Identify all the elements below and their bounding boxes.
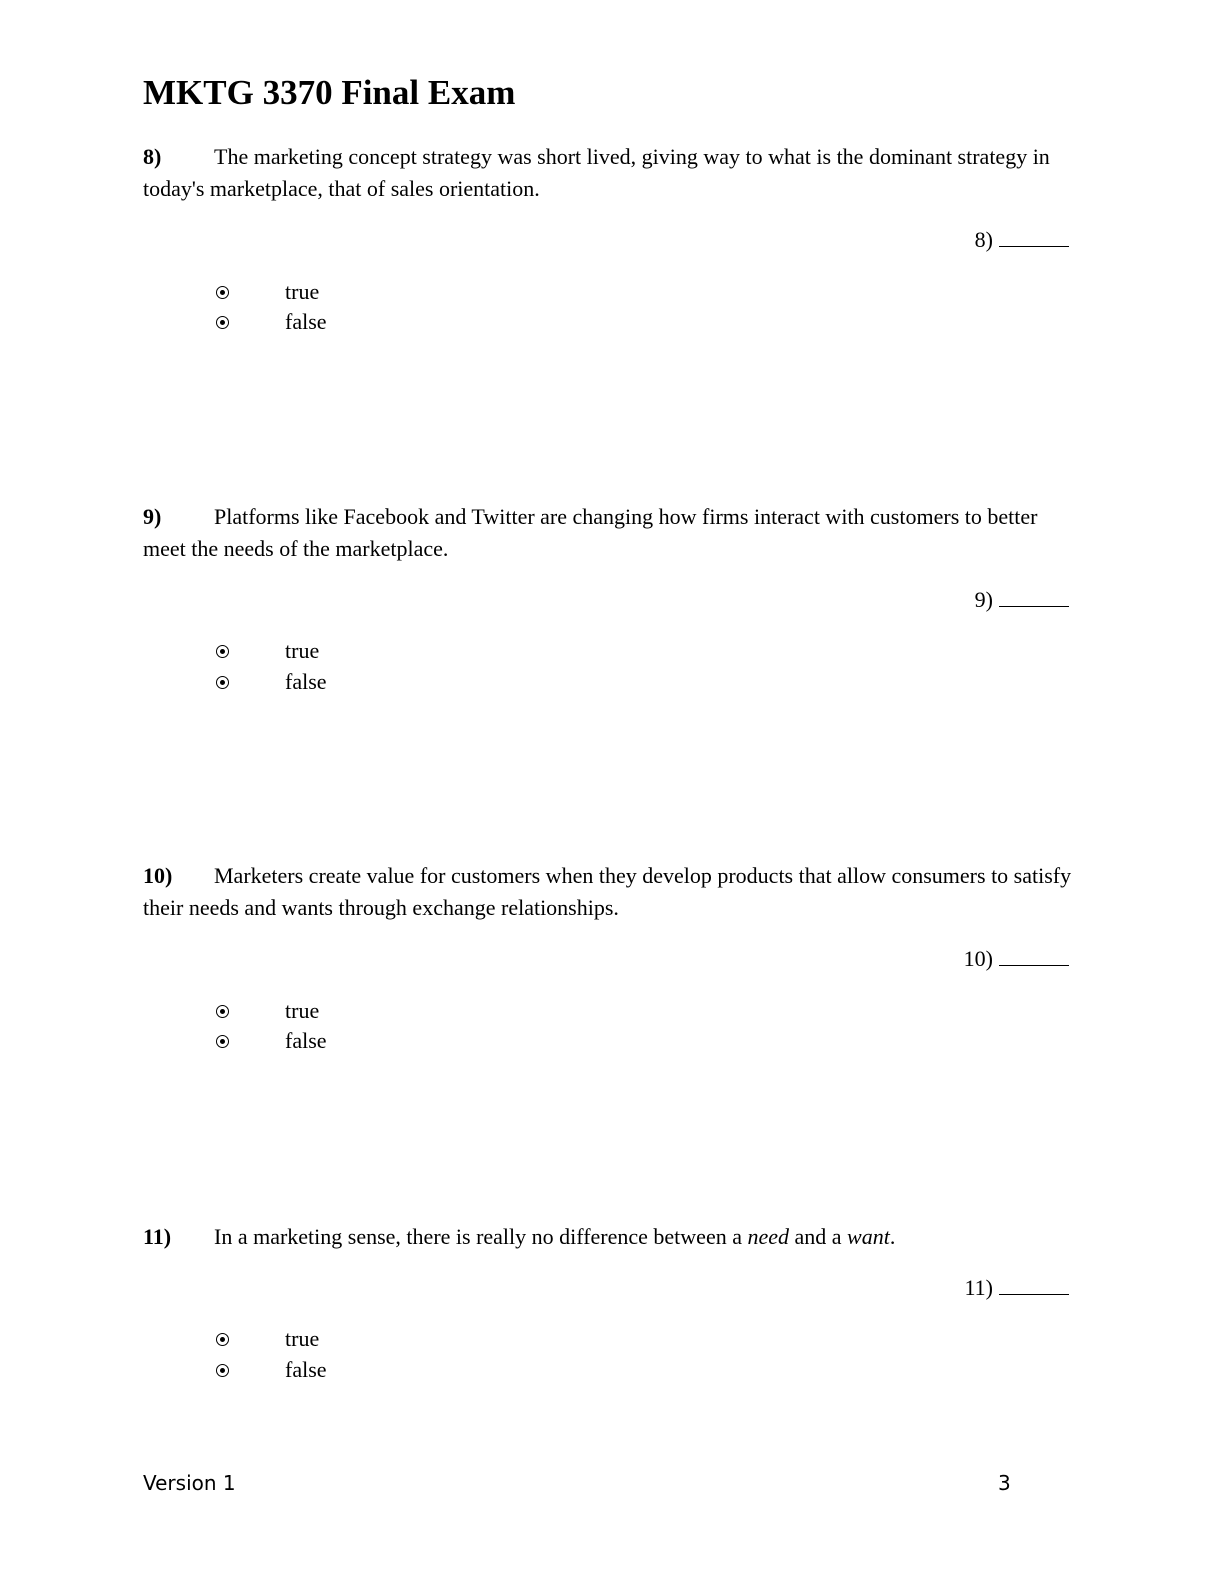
answer-underline[interactable] [999, 226, 1069, 247]
emphasis-need: need [747, 1224, 789, 1249]
question-number: 11) [143, 1224, 172, 1249]
radio-button-icon[interactable] [216, 676, 229, 689]
page-title: MKTG 3370 Final Exam [143, 73, 516, 112]
answer-label: 10) [963, 946, 993, 971]
question-number: 8) [143, 144, 162, 169]
option-label: true [285, 1326, 320, 1351]
option-false[interactable] [216, 1355, 327, 1385]
emphasis-want: want [847, 1224, 890, 1249]
question-10 [143, 860, 1073, 924]
answer-label: 9) [974, 587, 993, 612]
option-label: false [285, 309, 327, 334]
radio-button-icon[interactable] [216, 1333, 229, 1346]
answer-label: 8) [974, 227, 993, 252]
radio-button-icon[interactable] [216, 286, 229, 299]
answer-blank[interactable] [975, 225, 1069, 255]
question-9 [143, 501, 1073, 565]
option-label: false [285, 1357, 327, 1382]
question-11 [143, 1221, 1073, 1253]
radio-button-icon[interactable] [216, 316, 229, 329]
radio-button-icon[interactable] [216, 645, 229, 658]
answer-blank[interactable] [975, 585, 1069, 615]
option-false[interactable] [216, 667, 327, 697]
question-text: In a marketing sense, there is really no difference between a need and a want. [214, 1224, 896, 1249]
question-text: Marketers create value for customers when they develop products that allow consumers to satisfy their needs and wants through exchange relationships. [143, 863, 1072, 920]
option-true[interactable] [216, 636, 319, 666]
question-text: Platforms like Facebook and Twitter are changing how firms interact with customers to better meet the needs of the marketplace. [143, 504, 1038, 561]
option-false[interactable] [216, 1026, 327, 1056]
answer-blank[interactable] [964, 944, 1069, 974]
option-label: false [285, 669, 327, 694]
answer-label: 11) [964, 1275, 993, 1300]
answer-underline[interactable] [999, 586, 1069, 607]
option-true[interactable] [216, 996, 319, 1026]
option-true[interactable] [216, 277, 319, 307]
option-true[interactable] [216, 1324, 319, 1354]
option-false[interactable] [216, 307, 327, 337]
footer-page-number: 3 [998, 1471, 1011, 1495]
radio-button-icon[interactable] [216, 1035, 229, 1048]
question-number: 10) [143, 863, 173, 888]
option-label: false [285, 1028, 327, 1053]
option-label: true [285, 638, 320, 663]
answer-underline[interactable] [999, 1274, 1069, 1295]
question-8 [143, 141, 1073, 205]
footer-version: Version 1 [143, 1471, 236, 1495]
question-number: 9) [143, 504, 162, 529]
radio-button-icon[interactable] [216, 1005, 229, 1018]
question-text: The marketing concept strategy was short lived, giving way to what is the dominant strategy in today's marketplace, that of sales orientation. [143, 144, 1050, 201]
option-label: true [285, 998, 320, 1023]
radio-button-icon[interactable] [216, 1364, 229, 1377]
answer-blank[interactable] [964, 1273, 1069, 1303]
option-label: true [285, 279, 320, 304]
answer-underline[interactable] [999, 945, 1069, 966]
